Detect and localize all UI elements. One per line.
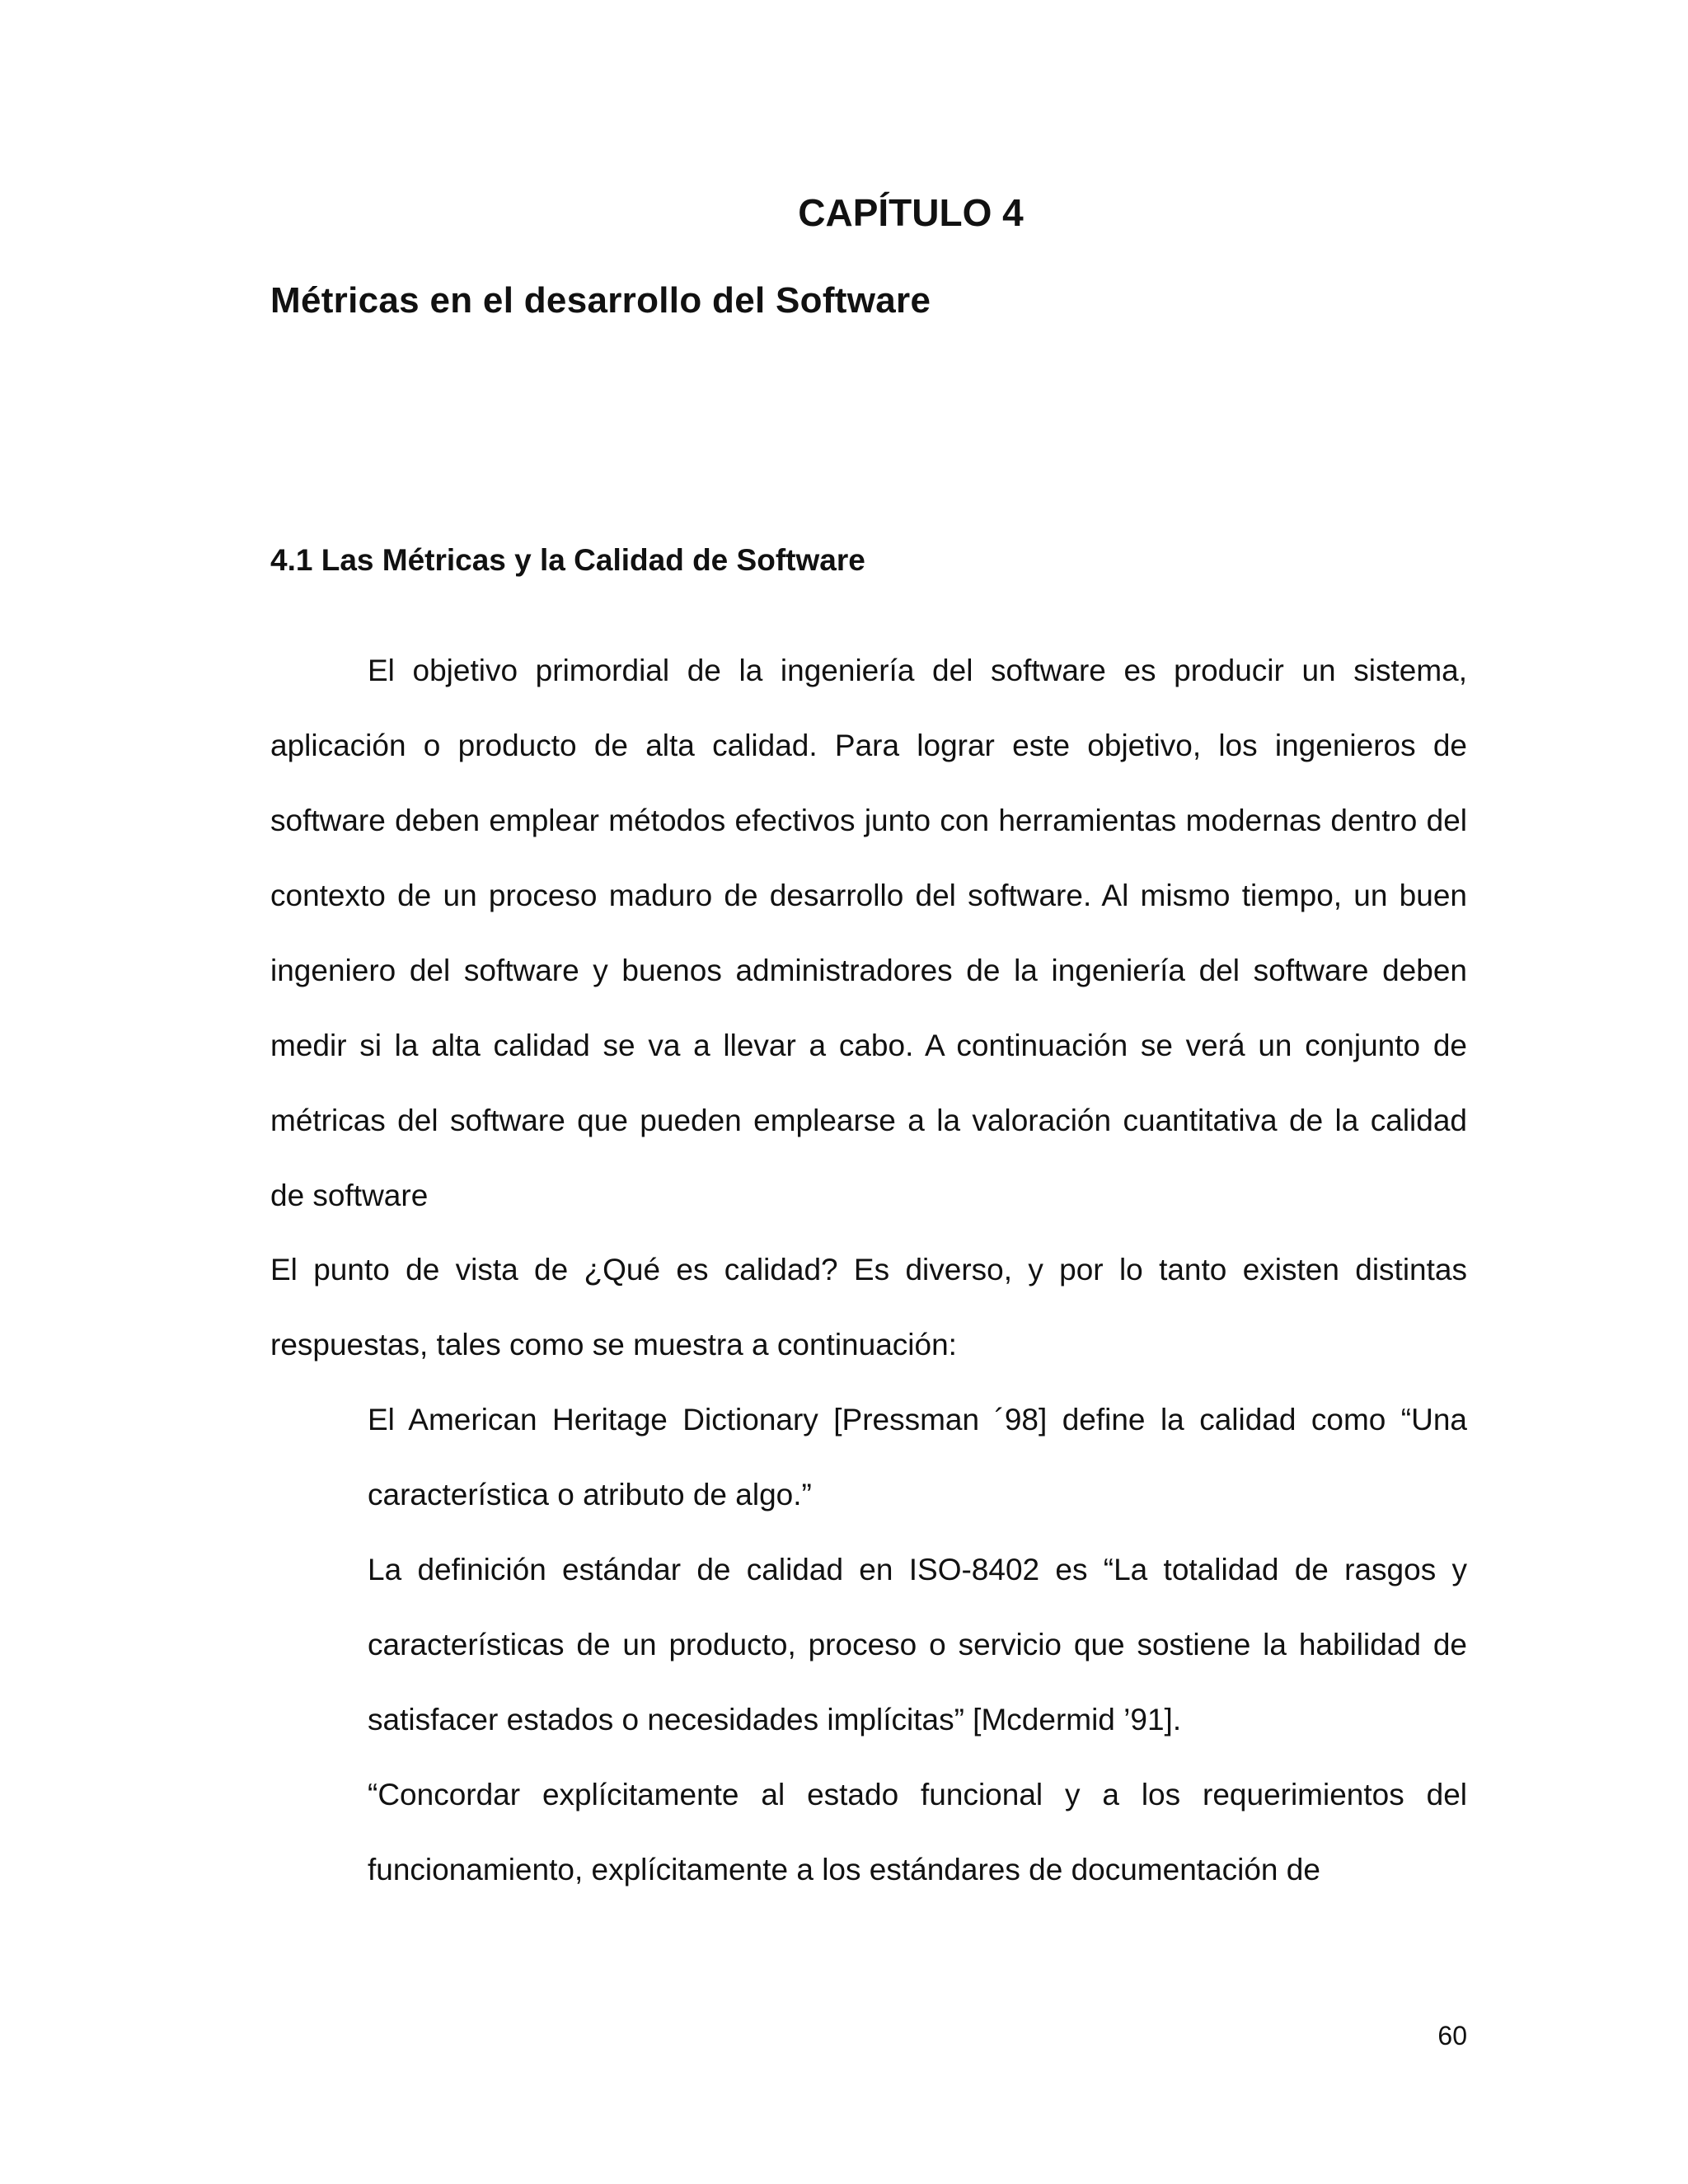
section-heading: 4.1 Las Métricas y la Calidad de Software [270, 543, 865, 577]
chapter-label: CAPÍTULO 4 [798, 191, 1024, 234]
quote-iso-8402: La definición estándar de calidad en ISO-8402 es “La totalidad de rasgos y características de un producto, proceso o servicio que sostiene la habilidad de satisfacer estados o necesidades implícitas” [Mcdermid ’91]. [368, 1553, 1467, 1736]
paragraph-punto-de-vista: El punto de vista de ¿Qué es calidad? Es diverso, y por lo tanto existen distintas respuestas, tales como se muestra a continuación: [270, 1253, 1467, 1361]
chapter-title: Métricas en el desarrollo del Software [270, 280, 931, 321]
paragraph-objetivo: El objetivo primordial de la ingeniería del software es producir un sistema, aplicación o producto de alta calidad. Para lograr este objetivo, los ingenieros de software deben emplear métodos efectivos junto con herramientas modernas dentro del contexto de un proceso maduro de desarrollo del software. Al mismo tiempo, un buen ingeniero del software y buenos administradores de la ingeniería del software deben medir si la alta calidad se va a llevar a cabo. A continuación se verá un conjunto de métricas del software que pueden emplearse a la valoración cuantitativa de la calidad de software [270, 654, 1467, 1212]
page-number: 60 [1437, 2021, 1467, 2050]
quote-american-heritage: El American Heritage Dictionary [Pressman ´98] define la calidad como “Una característica o atributo de algo.” [368, 1403, 1467, 1511]
quote-concordar: “Concordar explícitamente al estado funcional y a los requerimientos del funcionamiento, explícitamente a los estándares de documentación de [368, 1778, 1467, 1886]
